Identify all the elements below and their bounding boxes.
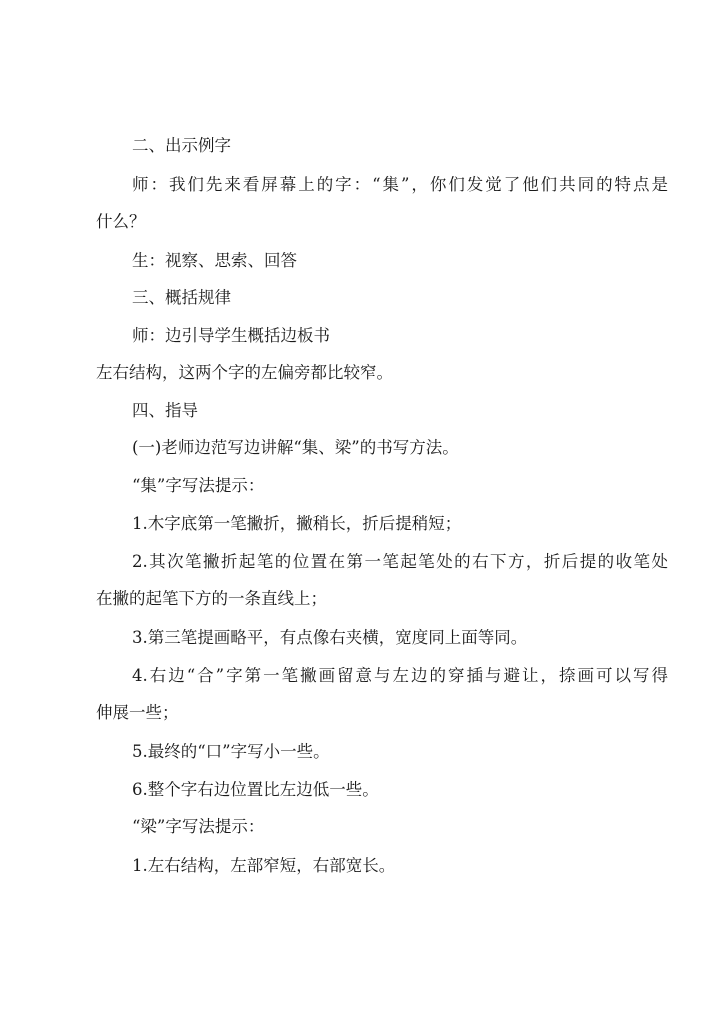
ji-tip-5: 5.最终的“口”字写小一些。 — [132, 742, 330, 761]
student-response: 生：视察、思索、回答 — [132, 251, 297, 270]
heading-show-example: 二、出示例字 — [132, 136, 231, 155]
liang-writing-tips-heading: “梁”字写法提示： — [132, 817, 265, 836]
liang-tip-1: 1.左右结构，左部窄短，右部宽长。 — [132, 856, 396, 875]
ji-tip-6: 6.整个字右边位置比左边低一些。 — [132, 780, 379, 799]
teacher-question-line-1: 师：我们先来看屏幕上的字：“集”，你们发觉了他们共同的特点是 — [132, 175, 668, 194]
teacher-guidance: 师：边引导学生概括边板书 — [132, 326, 330, 345]
structure-note: 左右结构，这两个字的左偏旁都比较窄。 — [96, 363, 393, 382]
heading-guidance: 四、指导 — [132, 401, 198, 420]
ji-tip-3: 3.第三笔提画略平，有点像右夹横，宽度同上面等同。 — [132, 628, 528, 647]
ji-tip-4-line-2: 伸展一些； — [96, 703, 179, 722]
ji-writing-tips-heading: “集”字写法提示： — [132, 476, 265, 495]
subsection-demo: (一)老师边范写边讲解“集、梁”的书写方法。 — [132, 438, 459, 457]
ji-tip-1: 1.木字底第一笔撇折，撇稍长，折后提稍短； — [132, 514, 462, 533]
heading-summarize-rules: 三、概括规律 — [132, 288, 231, 307]
ji-tip-2-line-1: 2.其次笔撇折起笔的位置在第一笔起笔处的右下方，折后提的收笔处 — [132, 552, 668, 571]
ji-tip-4-line-1: 4.右边“合”字第一笔撇画留意与左边的穿插与避让，捺画可以写得 — [132, 666, 668, 685]
ji-tip-2-line-2: 在撇的起笔下方的一条直线上； — [96, 589, 327, 608]
teacher-question-line-2: 什么？ — [96, 212, 146, 231]
